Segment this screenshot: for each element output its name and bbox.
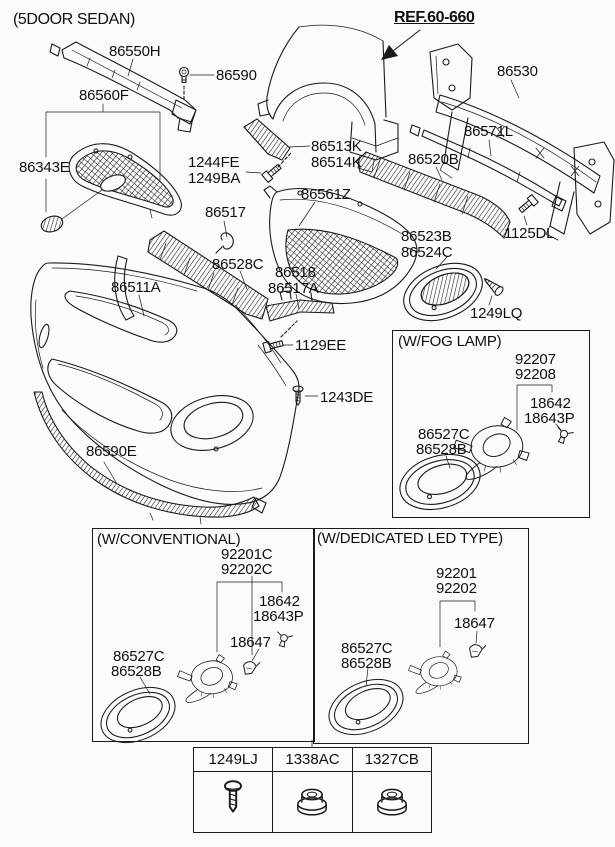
- callout-side-support-a: 86518: [275, 264, 316, 281]
- beam-bolt-drawing: [517, 195, 538, 215]
- side-bracket-drawing: [244, 119, 290, 160]
- ref-label: REF.60-660: [394, 9, 475, 26]
- conventional-box: [92, 528, 315, 742]
- callout-grille-support: 86528C: [212, 256, 264, 273]
- callout-lower-lip: 86590E: [86, 443, 137, 460]
- led-cover-b: 86528B: [341, 655, 392, 672]
- screw-icon: [213, 776, 253, 828]
- fog-box-title: (W/FOG LAMP): [398, 333, 502, 350]
- fog-cover-b: 86528B: [416, 441, 467, 458]
- led-type-box: [313, 528, 529, 744]
- flange-nut-icon: [372, 782, 412, 822]
- callout-grille-bolt-a: 1244FE: [188, 154, 240, 171]
- led-lamp-a: 92201: [436, 565, 477, 582]
- hardware-code-1: 1249LJ: [194, 748, 273, 771]
- callout-fog-bezel-b: 86524C: [401, 244, 453, 261]
- conv-cover-a: 86527C: [113, 648, 165, 665]
- callout-bezel-screw: 1249LQ: [470, 305, 523, 322]
- fog-lamp-a: 92207: [515, 351, 556, 368]
- callout-side-support-b: 86517A: [268, 280, 319, 297]
- callout-grille-bolt-b: 1249BA: [188, 170, 241, 187]
- callout-beam-bolt: 1125DL: [504, 225, 555, 242]
- callout-cowl-bolt: 86590: [216, 67, 257, 84]
- conv-socket: 18647: [230, 634, 271, 651]
- conv-box-title: (W/CONVENTIONAL): [97, 531, 241, 548]
- fog-lamp-b: 92208: [515, 366, 556, 383]
- conv-bulb-b: 18643P: [253, 608, 304, 625]
- bumper-bolt-drawing: [263, 321, 297, 353]
- callout-grille-clip: 86517: [205, 204, 246, 221]
- conv-lamp-a: 92201C: [221, 546, 273, 563]
- fog-cover-a: 86527C: [418, 426, 470, 443]
- grille-emblem-drawing: [39, 213, 65, 234]
- led-cover-a: 86527C: [341, 640, 393, 657]
- conv-lamp-b: 92202C: [221, 561, 273, 578]
- bezel-screw-drawing: [481, 275, 504, 297]
- led-box-title: (W/DEDICATED LED TYPE): [317, 530, 503, 547]
- callout-energy-absorber: 86520B: [408, 151, 459, 168]
- conv-bulb-a: 18642: [259, 593, 300, 610]
- fog-bulb-a: 18642: [530, 395, 571, 412]
- callout-bumper-bolt: 1129EE: [295, 337, 347, 354]
- hardware-cell-nut-2: [353, 772, 431, 832]
- callout-side-bracket-b: 86514K: [311, 154, 362, 171]
- callout-beam-stay-rod: 86571L: [464, 123, 513, 140]
- fog-bulb-b: 18643P: [524, 410, 575, 427]
- callout-side-bracket-a: 86513K: [311, 138, 362, 155]
- led-lamp-b: 92202: [436, 580, 477, 597]
- callout-bumper-screw: 1243DE: [320, 389, 374, 406]
- conv-cover-b: 86528B: [111, 663, 162, 680]
- callout-fog-bezel-a: 86523B: [401, 228, 452, 245]
- callout-bumper-beam: 86530: [497, 63, 538, 80]
- radiator-grille-drawing: [69, 144, 181, 218]
- callout-cowl-top-cover: 86550H: [109, 43, 161, 60]
- variant-label: (5DOOR SEDAN): [13, 11, 135, 28]
- led-socket: 18647: [454, 615, 495, 632]
- grille-clip-drawing: [216, 233, 233, 253]
- cowl-bolt-drawing: [180, 68, 189, 100]
- callout-lower-grille: 86561Z: [301, 186, 351, 203]
- callout-grille-emblem: 86343E: [19, 159, 70, 176]
- hardware-table-header: [194, 748, 431, 772]
- hardware-cell-nut-1: [273, 772, 352, 832]
- flange-nut-icon: [292, 782, 332, 822]
- ref-arrow: [381, 30, 420, 60]
- grille-support-drawing: [148, 231, 268, 319]
- hardware-table: [193, 747, 432, 833]
- hardware-cell-screw: [194, 772, 273, 832]
- hardware-table-body: [194, 772, 431, 832]
- callout-bumper-cover: 86511A: [111, 279, 161, 296]
- callout-radiator-grille: 86560F: [79, 87, 129, 104]
- hardware-code-2: 1338AC: [273, 748, 352, 771]
- hardware-code-3: 1327CB: [364, 751, 419, 768]
